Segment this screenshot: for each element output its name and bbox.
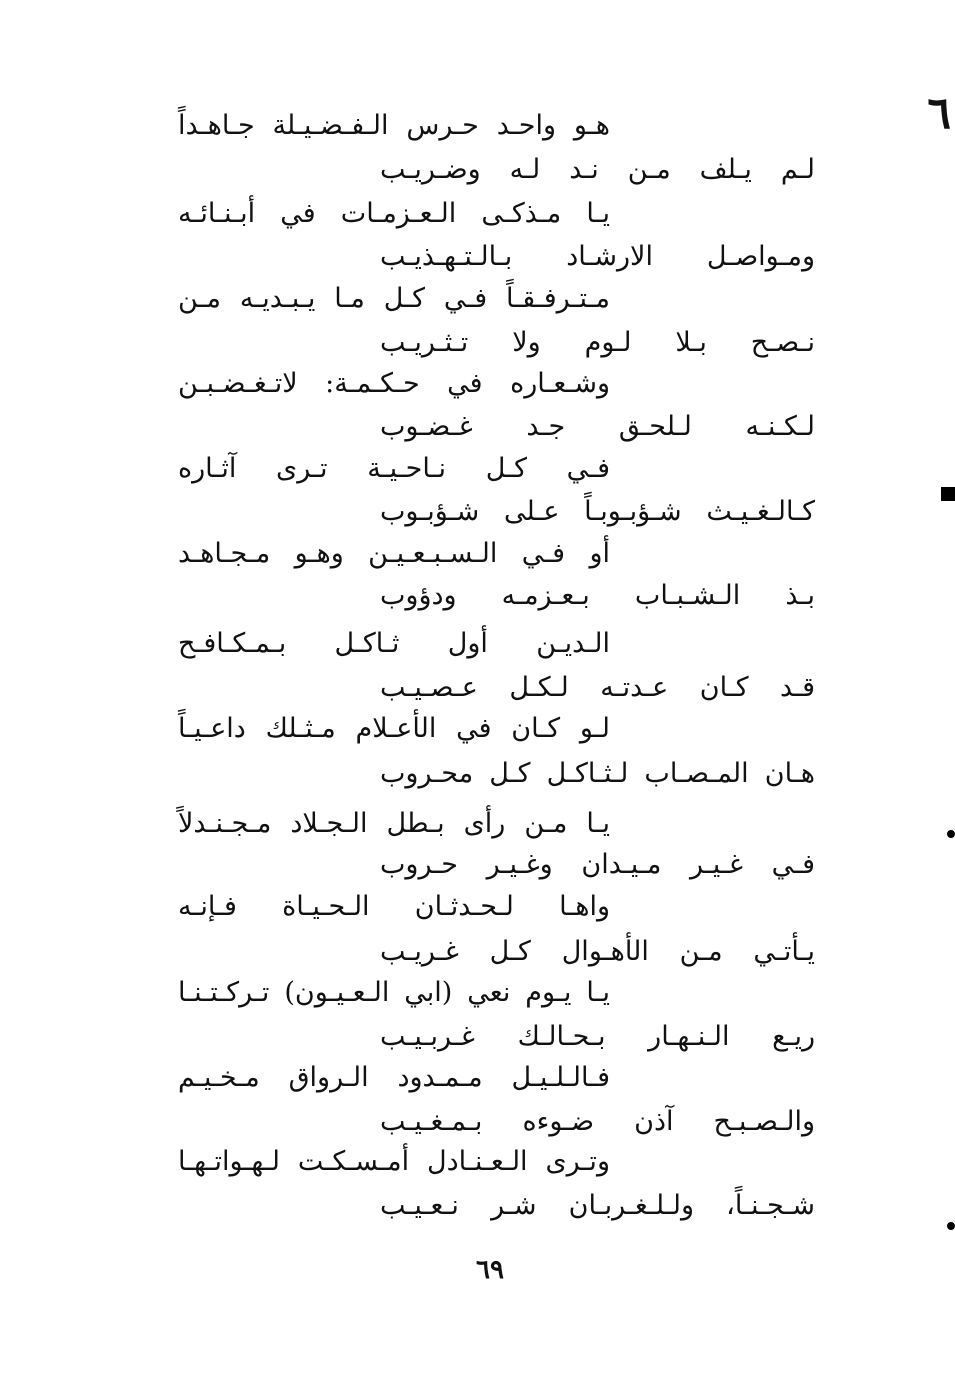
verse-hemistich-second: ومـواصـل الارشـاد بـالـتـهـذيـب — [380, 241, 815, 272]
verse-hemistich-first: يـا مـن رأى بـطل الـجـلاد مـجـنـدلاً — [178, 808, 610, 839]
verse-hemistich-second: هـان المـصـاب لـثـاكـل كـل محـروب — [380, 758, 815, 789]
verse-hemistich-first: لـو كـان في الأعـلام مـثـلك داعـيـاً — [178, 713, 610, 744]
verse-hemistich-first: أو فـي الـسـبـعـيـن وهـو مـجـاهـد — [178, 538, 610, 569]
verse-hemistich-second: والـصـبـح آذن ضـوءه بـمـغـيـب — [380, 1106, 815, 1137]
verse-hemistich-second: يـأتـي مـن الأهـوال كـل غـريـب — [380, 936, 815, 967]
verse-hemistich-second: قـد كـان عـدتـه لـكـل عـصـيـب — [380, 672, 815, 703]
verse-hemistich-first: وشـعـاره في حـكـمـة: لاتـغـضـبـن — [178, 368, 610, 399]
verse-hemistich-first: فـالـلـيـل مـمـدود الـرواق مـخـيـم — [178, 1062, 610, 1093]
verse-hemistich-second: ريـع الـنـهـار بـحـالـك غـربـيـب — [380, 1021, 815, 1052]
page-number: ٦٩ — [476, 1255, 504, 1285]
verse-hemistich-second: لـكـنـه لـلحـق جـد غـضـوب — [380, 411, 815, 442]
verse-hemistich-first: وتـرى الـعـنـادل أمـسـكـت لـهـواتـهـا — [178, 1146, 610, 1177]
verse-hemistich-first: مـتـرفـقـاً فـي كـل مـا يـبـديـه مـن — [178, 283, 610, 314]
verse-hemistich-second: فـي غـيـر مـيـدان وغـيـر حـروب — [380, 849, 815, 880]
verse-hemistich-second: لـم يـلف مـن نـد لـه وضـريـب — [380, 154, 815, 185]
verse-hemistich-first: واهـا لـحـدثـان الـحـيـاة فـإنـه — [178, 891, 610, 922]
verse-hemistich-first: فـي كـل نـاحـيـة تـرى آثـاره — [178, 453, 610, 484]
verse-hemistich-second: شـجـنـاً، ولـلـغـربـان شـر نـعـيـب — [380, 1190, 815, 1221]
margin-glyph: ٦ — [927, 88, 951, 139]
verse-hemistich-first: هـو واحـد حـرس الـفـضـيـلة جـاهـداً — [178, 110, 610, 141]
verse-hemistich-first: الـديـن أول ثـاكـل بـمـكـافـح — [178, 628, 610, 659]
verse-hemistich-second: بـذ الـشـبـاب بـعـزمـه ودؤوب — [380, 580, 815, 611]
verse-hemistich-first: يـا يـوم نعي (ابي الـعـيـون) تـركـتـنـا — [178, 977, 610, 1008]
verse-hemistich-second: كـالـغـيـث شـؤبـوبـاً عـلى شـؤبـوب — [380, 496, 815, 527]
verse-hemistich-second: نـصـح بـلا لـوم ولا تـثـريـب — [380, 327, 815, 358]
verse-hemistich-first: يـا مـذكـى الـعـزمـات في أبـنـائـه — [178, 198, 610, 229]
